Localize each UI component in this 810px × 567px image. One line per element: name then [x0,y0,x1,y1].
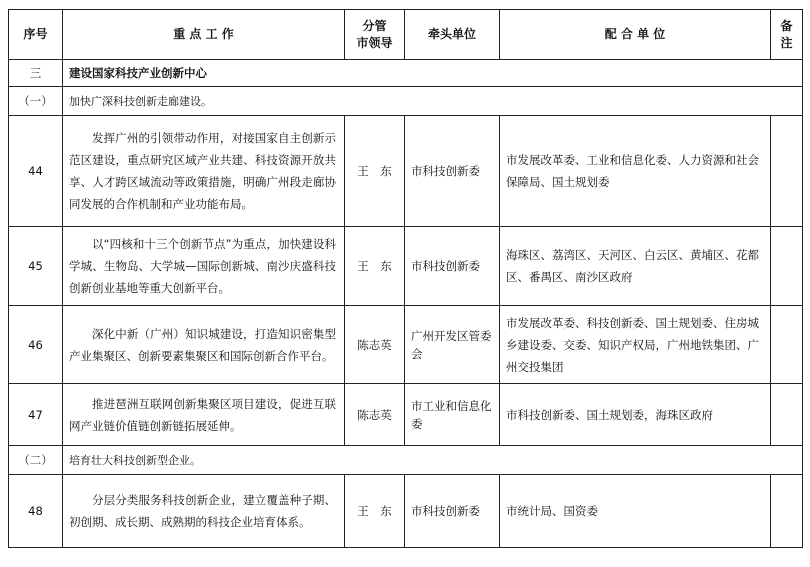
table-row [9,116,803,227]
row-task: 推进琶洲互联网创新集聚区项目建设，促进互联网产业链价值链创新链拓展延伸。 [63,384,345,446]
row-co-units: 市科技创新委、国土规划委，海珠区政府 [500,384,771,446]
row-leader: 陈志英 [345,306,405,384]
row-co-units: 市发展改革委、科技创新委、国土规划委、住房城乡建设委、交委、知识产权局，广州地铁集团、广州交投集团 [500,306,771,384]
row-no: 46 [9,306,63,384]
section-title: 建设国家科技产业创新中心 [63,60,803,87]
row-remark [771,384,803,446]
table-row [9,306,803,384]
subsection-no: （一） [9,87,63,116]
row-lead-unit: 广州开发区管委会 [405,306,500,384]
header-leader [345,10,405,60]
subsection-title: 培育壮大科技创新型企业。 [63,446,803,475]
row-co-units: 市统计局、国资委 [500,475,771,548]
row-no: 45 [9,227,63,306]
header-remark: 备注 [771,10,803,60]
row-remark [771,306,803,384]
row-remark [771,116,803,227]
subsection-no: （二） [9,446,63,475]
table-header-row [9,10,803,60]
row-leader: 王 东 [345,475,405,548]
key-work-table [8,9,803,548]
table-row [9,384,803,446]
row-lead-unit: 市科技创新委 [405,475,500,548]
row-co-units: 海珠区、荔湾区、天河区、白云区、黄埔区、花都区、番禺区、南沙区政府 [500,227,771,306]
table-row [9,475,803,548]
row-no: 44 [9,116,63,227]
row-lead-unit: 市工业和信息化委 [405,384,500,446]
row-no: 48 [9,475,63,548]
header-co-units: 配 合 单 位 [500,10,771,60]
subsection-row [9,87,803,116]
row-task: 发挥广州的引领带动作用，对接国家自主创新示范区建设，重点研究区域产业共建、科技资源开放共享、人才跨区域流动等政策措施，明确广州段走廊协同发展的合作机制和产业功能布局。 [63,116,345,227]
row-task: 以“四核和十三个创新节点”为重点，加快建设科学城、生物岛、大学城—国际创新城、南沙庆盛科技创新创业基地等重大创新平台。 [63,227,345,306]
row-task: 分层分类服务科技创新企业，建立覆盖种子期、初创期、成长期、成熟期的科技企业培育体系。 [63,475,345,548]
subsection-row [9,446,803,475]
table-row [9,227,803,306]
header-leader-line2: 市领导 [356,35,393,50]
row-no: 47 [9,384,63,446]
row-co-units: 市发展改革委、工业和信息化委、人力资源和社会保障局、国土规划委 [500,116,771,227]
row-lead-unit: 市科技创新委 [405,116,500,227]
header-leader-line1: 分管 [362,18,387,33]
row-leader: 王 东 [345,116,405,227]
document-page [8,9,803,548]
row-remark [771,475,803,548]
section-no: 三 [9,60,63,87]
section-row [9,60,803,87]
header-no: 序号 [9,10,63,60]
row-lead-unit: 市科技创新委 [405,227,500,306]
header-lead-unit: 牵头单位 [405,10,500,60]
row-leader: 王 东 [345,227,405,306]
row-remark [771,227,803,306]
header-task: 重 点 工 作 [63,10,345,60]
row-leader: 陈志英 [345,384,405,446]
row-task: 深化中新（广州）知识城建设，打造知识密集型产业集聚区、创新要素集聚区和国际创新合作平台。 [63,306,345,384]
subsection-title: 加快广深科技创新走廊建设。 [63,87,803,116]
